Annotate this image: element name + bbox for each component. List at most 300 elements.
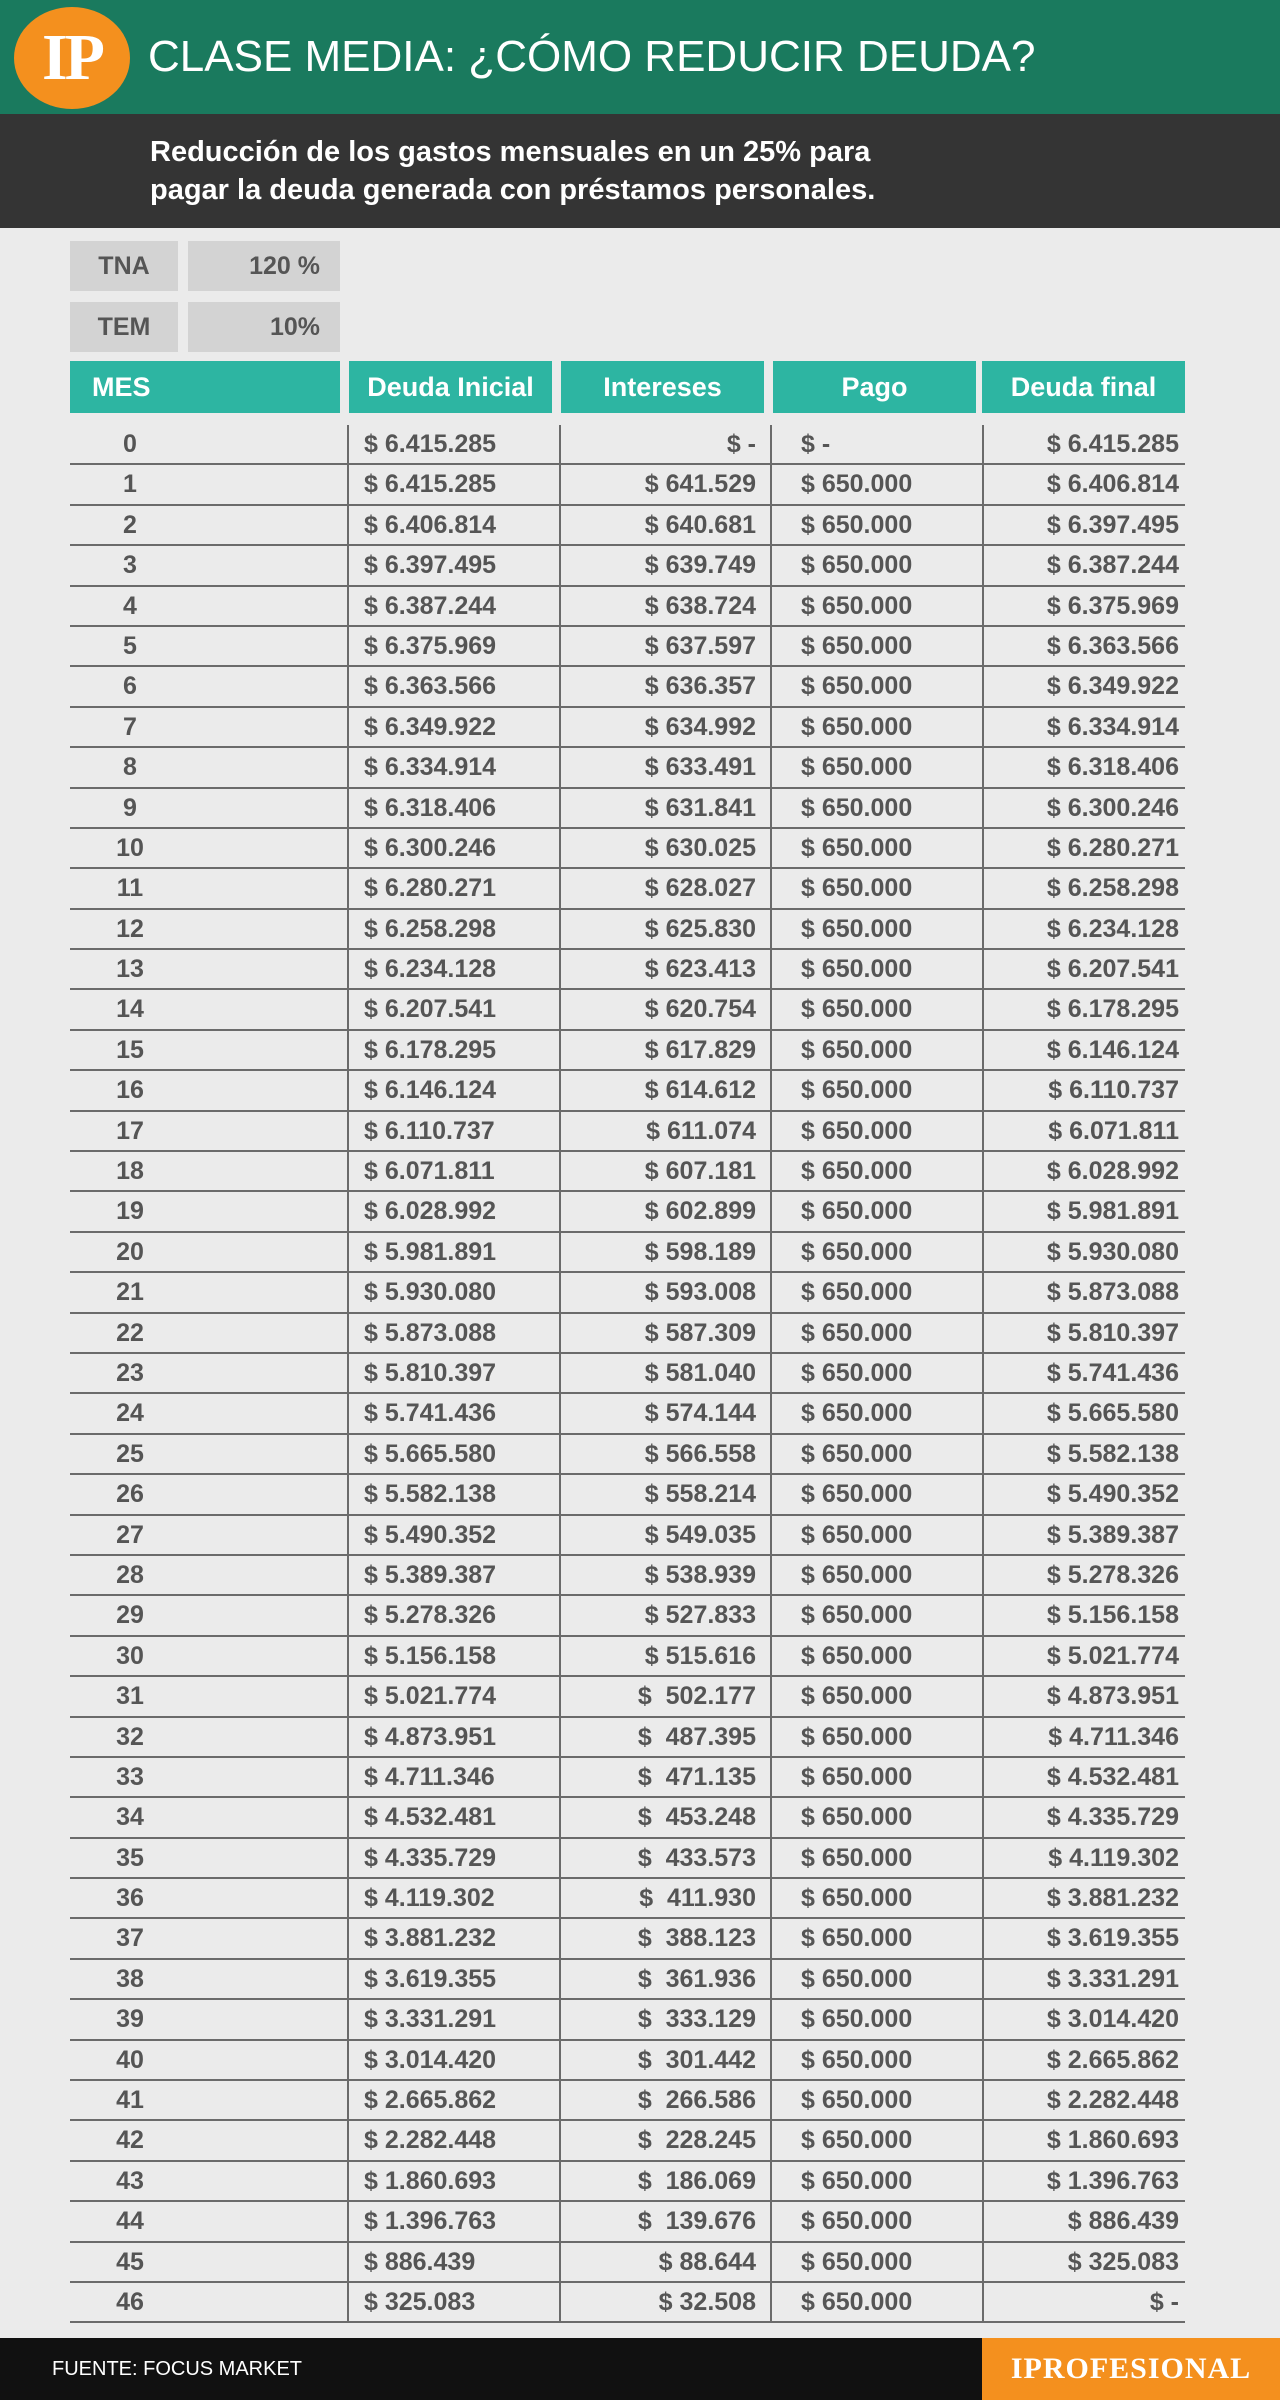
column-divider <box>559 1879 561 1919</box>
column-divider <box>770 708 772 748</box>
column-divider <box>347 1637 349 1677</box>
column-divider <box>982 1637 984 1677</box>
cell-intereses: $ 361.936 <box>637 1964 756 1993</box>
column-divider <box>982 2081 984 2121</box>
cell-deuda-final: $ 3.619.355 <box>1046 1924 1179 1953</box>
cell-deuda-inicial: $ 5.665.580 <box>364 1439 497 1468</box>
column-divider <box>347 2283 349 2323</box>
table-row <box>70 2000 1185 2040</box>
column-divider <box>770 1879 772 1919</box>
column-divider <box>770 1758 772 1798</box>
column-divider <box>347 708 349 748</box>
cell-deuda-final: $ 2.282.448 <box>1046 2086 1179 2115</box>
column-divider <box>347 1798 349 1838</box>
cell-mes: 0 <box>123 430 137 458</box>
cell-intereses: $ 549.035 <box>644 1520 756 1549</box>
cell-deuda-final: $ 6.110.737 <box>1048 1076 1179 1105</box>
column-divider <box>770 2041 772 2081</box>
table-row <box>70 1677 1185 1717</box>
column-divider <box>347 546 349 586</box>
cell-deuda-inicial: $ 6.234.128 <box>364 955 497 984</box>
cell-pago: $ 650.000 <box>801 672 913 701</box>
cell-deuda-inicial: $ 5.741.436 <box>364 1399 497 1428</box>
column-divider <box>770 990 772 1030</box>
cell-deuda-inicial: $ 6.375.969 <box>364 631 497 660</box>
column-divider <box>347 829 349 869</box>
column-divider <box>982 2121 984 2161</box>
cell-pago: $ 650.000 <box>801 712 913 741</box>
table-row <box>70 1919 1185 1959</box>
cell-mes: 33 <box>116 1762 144 1791</box>
cell-deuda-inicial: $ 6.280.271 <box>364 874 497 903</box>
cell-mes: 7 <box>123 712 137 741</box>
cell-mes: 41 <box>116 2086 144 2115</box>
cell-intereses: $ 411.930 <box>639 1884 756 1913</box>
cell-intereses: $ 637.597 <box>644 631 756 660</box>
column-divider <box>559 1637 561 1677</box>
column-divider <box>770 1233 772 1273</box>
column-divider <box>347 1112 349 1152</box>
cell-deuda-inicial: $ 6.406.814 <box>364 510 497 539</box>
cell-deuda-final: $ 5.490.352 <box>1046 1480 1179 1509</box>
cell-pago: $ 650.000 <box>801 2005 913 2034</box>
cell-deuda-inicial: $ 1.396.763 <box>364 2207 497 2236</box>
column-divider <box>770 1112 772 1152</box>
header-deuda-inicial: Deuda Inicial <box>349 361 552 413</box>
table-row <box>70 1596 1185 1636</box>
cell-deuda-final: $ 6.397.495 <box>1046 510 1179 539</box>
cell-mes: 36 <box>116 1884 144 1913</box>
column-divider <box>347 2202 349 2242</box>
column-divider <box>347 1556 349 1596</box>
cell-pago: $ 650.000 <box>801 793 913 822</box>
column-divider <box>770 1031 772 1071</box>
cell-deuda-inicial: $ 4.335.729 <box>364 1843 497 1872</box>
cell-deuda-inicial: $ 3.014.420 <box>364 2045 497 2074</box>
cell-deuda-inicial: $ 6.258.298 <box>364 914 497 943</box>
cell-deuda-inicial: $ 6.207.541 <box>364 995 497 1024</box>
cell-deuda-inicial: $ 5.873.088 <box>364 1318 497 1347</box>
column-divider <box>982 1071 984 1111</box>
cell-mes: 37 <box>116 1924 144 1953</box>
cell-deuda-inicial: $ 6.415.285 <box>364 430 497 458</box>
cell-mes: 45 <box>116 2247 144 2276</box>
cell-deuda-final: $ 6.300.246 <box>1046 793 1179 822</box>
cell-intereses: $ 625.830 <box>644 914 756 943</box>
column-divider <box>982 950 984 990</box>
cell-intereses: $ 301.442 <box>637 2045 756 2074</box>
cell-pago: $ 650.000 <box>801 1843 913 1872</box>
column-divider <box>770 1516 772 1556</box>
table-row <box>70 869 1185 909</box>
cell-pago: $ 650.000 <box>801 1278 913 1307</box>
cell-pago: $ 650.000 <box>801 1560 913 1589</box>
column-divider <box>559 425 561 465</box>
column-divider <box>982 2162 984 2202</box>
column-divider <box>982 1192 984 1232</box>
source-note: FUENTE: FOCUS MARKET <box>52 2358 303 2380</box>
cell-deuda-final: $ 6.146.124 <box>1046 1035 1179 1064</box>
cell-intereses: $ 333.129 <box>637 2005 756 2034</box>
cell-deuda-inicial: $ 5.156.158 <box>364 1641 497 1670</box>
table-row <box>70 1435 1185 1475</box>
cell-pago: $ 650.000 <box>801 510 913 539</box>
cell-deuda-final: $ 6.178.295 <box>1046 995 1179 1024</box>
column-divider <box>559 546 561 586</box>
column-divider <box>347 869 349 909</box>
column-divider <box>982 1919 984 1959</box>
cell-mes: 43 <box>116 2166 144 2195</box>
cell-pago: $ 650.000 <box>801 1197 913 1226</box>
column-divider <box>347 2000 349 2040</box>
cell-deuda-final: $ 5.665.580 <box>1046 1399 1179 1428</box>
column-divider <box>982 2041 984 2081</box>
cell-pago: $ 650.000 <box>801 1884 913 1913</box>
cell-deuda-final: $ 5.930.080 <box>1046 1237 1179 1266</box>
cell-deuda-final: $ 6.415.285 <box>1046 430 1179 458</box>
cell-intereses: $ 574.144 <box>644 1399 756 1428</box>
footer-bar <box>0 2338 1280 2400</box>
cell-intereses: $ 593.008 <box>644 1278 756 1307</box>
cell-mes: 28 <box>116 1560 144 1589</box>
column-divider <box>770 1960 772 2000</box>
cell-intereses: $ 388.123 <box>637 1924 756 1953</box>
cell-intereses: $ 631.841 <box>644 793 756 822</box>
column-divider <box>982 1556 984 1596</box>
header-intereses: Intereses <box>561 361 764 413</box>
ip-logo: IP <box>14 7 130 109</box>
column-divider <box>559 667 561 707</box>
column-divider <box>347 627 349 667</box>
table-row <box>70 829 1185 869</box>
cell-deuda-final: $ 5.981.891 <box>1046 1197 1179 1226</box>
column-divider <box>982 1677 984 1717</box>
cell-deuda-final: $ 4.532.481 <box>1046 1762 1179 1791</box>
cell-deuda-inicial: $ 5.278.326 <box>364 1601 497 1630</box>
column-divider <box>982 2000 984 2040</box>
cell-pago: $ 650.000 <box>801 1318 913 1347</box>
column-divider <box>559 1273 561 1313</box>
column-divider <box>559 1233 561 1273</box>
cell-deuda-final: $ 6.234.128 <box>1046 914 1179 943</box>
cell-intereses: $ 487.395 <box>637 1722 756 1751</box>
table-row <box>70 950 1185 990</box>
cell-deuda-inicial: $ 4.873.951 <box>364 1722 497 1751</box>
cell-pago: $ 650.000 <box>801 753 913 782</box>
column-divider <box>559 869 561 909</box>
column-divider <box>559 465 561 505</box>
column-divider <box>559 1516 561 1556</box>
cell-pago: $ 650.000 <box>801 1924 913 1953</box>
cell-intereses: $ 640.681 <box>644 510 756 539</box>
column-divider <box>770 1596 772 1636</box>
column-divider <box>770 1152 772 1192</box>
column-divider <box>559 587 561 627</box>
cell-intereses: $ 639.749 <box>644 551 756 580</box>
cell-intereses: $ 433.573 <box>637 1843 756 1872</box>
table-row <box>70 1839 1185 1879</box>
column-divider <box>982 789 984 829</box>
column-divider <box>559 1758 561 1798</box>
column-divider <box>559 1435 561 1475</box>
page-title: CLASE MEDIA: ¿CÓMO REDUCIR DEUDA? <box>148 32 1036 81</box>
column-divider <box>982 667 984 707</box>
column-divider <box>347 1718 349 1758</box>
cell-deuda-final: $ 6.334.914 <box>1046 712 1179 741</box>
cell-mes: 1 <box>123 470 137 499</box>
column-divider <box>559 2041 561 2081</box>
cell-deuda-final: $ 5.389.387 <box>1046 1520 1179 1549</box>
column-divider <box>982 708 984 748</box>
column-divider <box>347 1233 349 1273</box>
column-divider <box>770 2283 772 2323</box>
column-divider <box>559 2081 561 2121</box>
column-divider <box>559 789 561 829</box>
cell-deuda-final: $ 6.363.566 <box>1046 631 1179 660</box>
column-divider <box>347 2162 349 2202</box>
column-divider <box>982 1031 984 1071</box>
cell-pago: $ 650.000 <box>801 1803 913 1832</box>
cell-intereses: $ 638.724 <box>644 591 756 620</box>
cell-intereses: $ 587.309 <box>644 1318 756 1347</box>
cell-pago: $ - <box>801 430 831 458</box>
cell-intereses: $ 611.074 <box>646 1116 756 1145</box>
table-row <box>70 1960 1185 2000</box>
column-divider <box>982 1112 984 1152</box>
column-divider <box>982 465 984 505</box>
tem-label: TEM <box>70 302 178 352</box>
column-divider <box>347 506 349 546</box>
column-divider <box>982 2283 984 2323</box>
column-divider <box>347 2243 349 2283</box>
cell-deuda-inicial: $ 5.021.774 <box>364 1682 497 1711</box>
tem-value: 10% <box>188 302 340 352</box>
cell-pago: $ 650.000 <box>801 2045 913 2074</box>
column-divider <box>347 1475 349 1515</box>
column-divider <box>982 1596 984 1636</box>
cell-deuda-final: $ 6.071.811 <box>1048 1116 1179 1145</box>
column-divider <box>770 950 772 990</box>
cell-deuda-inicial: $ 325.083 <box>364 2287 476 2316</box>
header-mes: MES <box>70 361 340 413</box>
column-divider <box>982 587 984 627</box>
column-divider <box>347 1960 349 2000</box>
cell-pago: $ 650.000 <box>801 1358 913 1387</box>
cell-pago: $ 650.000 <box>801 1076 913 1105</box>
column-divider <box>559 1960 561 2000</box>
table-row <box>70 1112 1185 1152</box>
column-divider <box>559 2121 561 2161</box>
column-divider <box>770 789 772 829</box>
table-row <box>70 1031 1185 1071</box>
column-divider <box>982 1435 984 1475</box>
cell-deuda-inicial: $ 3.331.291 <box>364 2005 497 2034</box>
column-divider <box>559 1475 561 1515</box>
table-row <box>70 627 1185 667</box>
column-divider <box>770 506 772 546</box>
column-divider <box>347 465 349 505</box>
cell-mes: 15 <box>116 1035 144 1064</box>
column-divider <box>770 1314 772 1354</box>
cell-pago: $ 650.000 <box>801 631 913 660</box>
cell-pago: $ 650.000 <box>801 1439 913 1468</box>
cell-pago: $ 650.000 <box>801 1762 913 1791</box>
cell-mes: 19 <box>116 1197 144 1226</box>
cell-pago: $ 650.000 <box>801 551 913 580</box>
column-divider <box>770 2081 772 2121</box>
column-divider <box>982 1152 984 1192</box>
cell-mes: 18 <box>116 1157 144 1186</box>
cell-deuda-inicial: $ 5.490.352 <box>364 1520 497 1549</box>
cell-deuda-inicial: $ 5.981.891 <box>364 1237 497 1266</box>
column-divider <box>982 990 984 1030</box>
column-divider <box>559 1192 561 1232</box>
cell-mes: 24 <box>116 1399 144 1428</box>
cell-intereses: $ 630.025 <box>644 833 756 862</box>
cell-deuda-final: $ 325.083 <box>1067 2247 1179 2276</box>
cell-mes: 42 <box>116 2126 144 2155</box>
cell-deuda-final: $ 3.331.291 <box>1046 1964 1179 1993</box>
cell-pago: $ 650.000 <box>801 1641 913 1670</box>
column-divider <box>770 748 772 788</box>
column-divider <box>347 1152 349 1192</box>
cell-intereses: $ 598.189 <box>644 1237 756 1266</box>
column-divider <box>770 1556 772 1596</box>
column-divider <box>347 425 349 465</box>
cell-mes: 34 <box>116 1803 144 1832</box>
column-divider <box>559 1354 561 1394</box>
cell-deuda-inicial: $ 5.810.397 <box>364 1358 497 1387</box>
debt-table <box>70 361 1185 2323</box>
cell-mes: 8 <box>123 753 137 782</box>
cell-pago: $ 650.000 <box>801 914 913 943</box>
table-row <box>70 748 1185 788</box>
column-divider <box>770 425 772 465</box>
column-divider <box>559 1112 561 1152</box>
cell-intereses: $ 88.644 <box>658 2247 756 2276</box>
table-row <box>70 2202 1185 2242</box>
cell-mes: 38 <box>116 1964 144 1993</box>
column-divider <box>770 1919 772 1959</box>
cell-pago: $ 650.000 <box>801 1964 913 1993</box>
cell-pago: $ 650.000 <box>801 833 913 862</box>
cell-mes: 2 <box>123 510 137 539</box>
cell-mes: 13 <box>116 955 144 984</box>
column-divider <box>770 546 772 586</box>
table-row <box>70 1354 1185 1394</box>
table-header <box>70 361 1185 413</box>
cell-deuda-final: $ 3.881.232 <box>1046 1884 1179 1913</box>
cell-mes: 26 <box>116 1480 144 1509</box>
column-divider <box>770 2121 772 2161</box>
column-divider <box>982 1233 984 1273</box>
cell-mes: 9 <box>123 793 137 822</box>
column-divider <box>347 1596 349 1636</box>
cell-mes: 44 <box>116 2207 144 2236</box>
cell-deuda-inicial: $ 6.146.124 <box>364 1076 497 1105</box>
column-divider <box>559 1031 561 1071</box>
column-divider <box>982 1718 984 1758</box>
cell-deuda-inicial: $ 886.439 <box>364 2247 476 2276</box>
column-divider <box>770 2162 772 2202</box>
cell-deuda-inicial: $ 6.334.914 <box>364 753 497 782</box>
cell-deuda-final: $ 1.396.763 <box>1046 2166 1179 2195</box>
subtitle-bar <box>0 114 1280 228</box>
column-divider <box>559 829 561 869</box>
column-divider <box>982 546 984 586</box>
cell-pago: $ 650.000 <box>801 995 913 1024</box>
cell-deuda-final: $ 4.873.951 <box>1046 1682 1179 1711</box>
column-divider <box>559 2243 561 2283</box>
cell-deuda-final: $ 5.873.088 <box>1046 1278 1179 1307</box>
cell-intereses: $ 641.529 <box>644 470 756 499</box>
column-divider <box>559 1394 561 1434</box>
cell-pago: $ 650.000 <box>801 470 913 499</box>
cell-mes: 20 <box>116 1237 144 1266</box>
column-divider <box>347 950 349 990</box>
column-divider <box>770 2202 772 2242</box>
cell-pago: $ 650.000 <box>801 1480 913 1509</box>
column-divider <box>347 1071 349 1111</box>
cell-deuda-final: $ 6.028.992 <box>1046 1157 1179 1186</box>
column-divider <box>559 627 561 667</box>
cell-deuda-inicial: $ 4.532.481 <box>364 1803 497 1832</box>
cell-pago: $ 650.000 <box>801 2166 913 2195</box>
column-divider <box>770 465 772 505</box>
column-divider <box>770 1071 772 1111</box>
cell-deuda-inicial: $ 6.318.406 <box>364 793 497 822</box>
cell-mes: 16 <box>116 1076 144 1105</box>
column-divider <box>770 2243 772 2283</box>
cell-deuda-final: $ 5.278.326 <box>1046 1560 1179 1589</box>
column-divider <box>559 2162 561 2202</box>
cell-mes: 10 <box>116 833 144 862</box>
cell-intereses: $ 634.992 <box>644 712 756 741</box>
cell-intereses: $ 614.612 <box>644 1076 756 1105</box>
cell-pago: $ 650.000 <box>801 2086 913 2115</box>
cell-intereses: $ 538.939 <box>644 1560 756 1589</box>
column-divider <box>347 1839 349 1879</box>
cell-deuda-inicial: $ 4.711.346 <box>364 1762 495 1791</box>
cell-deuda-final: $ 886.439 <box>1067 2207 1179 2236</box>
cell-deuda-final: $ 6.387.244 <box>1046 551 1179 580</box>
column-divider <box>347 667 349 707</box>
cell-deuda-final: $ 6.406.814 <box>1046 470 1179 499</box>
table-row <box>70 667 1185 707</box>
cell-deuda-final: $ 6.258.298 <box>1046 874 1179 903</box>
table-row <box>70 1071 1185 1111</box>
cell-pago: $ 650.000 <box>801 1520 913 1549</box>
cell-deuda-final: $ 6.318.406 <box>1046 753 1179 782</box>
column-divider <box>770 910 772 950</box>
cell-deuda-inicial: $ 5.389.387 <box>364 1560 497 1589</box>
cell-pago: $ 650.000 <box>801 2247 913 2276</box>
table-row <box>70 1475 1185 1515</box>
cell-intereses: $ 139.676 <box>637 2207 756 2236</box>
cell-mes: 21 <box>116 1278 144 1307</box>
cell-mes: 46 <box>116 2287 144 2316</box>
table-row <box>70 587 1185 627</box>
column-divider <box>559 1919 561 1959</box>
column-divider <box>770 1637 772 1677</box>
column-divider <box>770 1394 772 1434</box>
column-divider <box>982 1879 984 1919</box>
cell-intereses: $ 32.508 <box>658 2287 756 2316</box>
cell-deuda-final: $ 1.860.693 <box>1046 2126 1179 2155</box>
table-row <box>70 1556 1185 1596</box>
cell-deuda-inicial: $ 6.397.495 <box>364 551 497 580</box>
cell-deuda-final: $ 3.014.420 <box>1046 2005 1179 2034</box>
